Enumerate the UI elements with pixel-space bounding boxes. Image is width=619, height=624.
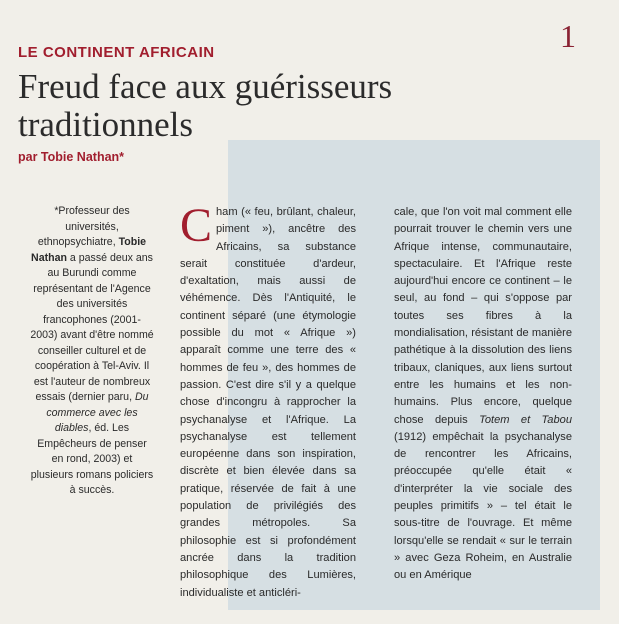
author-bio-sidebar bbox=[30, 204, 154, 499]
column-2-book-title: Totem et Tabou bbox=[479, 413, 572, 426]
bio-author-name: Tobie Nathan bbox=[31, 236, 147, 264]
bio-intro: *Professeur des universités, ethnopsychiatre, bbox=[37, 205, 130, 248]
bio-end: , éd. Les Empêcheurs de penser en rond, 2003) et plusieurs romans policiers à succès. bbox=[30, 422, 154, 496]
article-title: Freud face aux guérisseurs traditionnels bbox=[18, 67, 393, 144]
bio-middle: a passé deux ans au Burundi comme représentant de l'Agence des universités francophones (2001-2003) avant d'être nommé conseiller culturel et de coopération à Tel-Aviv. Il est l'auteur de nombreux essais (dernier paru, bbox=[30, 251, 154, 403]
article-column-2 bbox=[394, 204, 572, 585]
section-kicker: LE CONTINENT AFRICAIN bbox=[18, 44, 215, 61]
article-column-1 bbox=[180, 199, 356, 602]
author-byline: par Tobie Nathan* bbox=[18, 150, 125, 164]
bio-book-title: Du commerce avec les diables bbox=[46, 391, 149, 434]
drop-cap: C bbox=[180, 199, 213, 252]
column-2-text-part1: cale, que l'on voit mal comment elle pourrait trouver le chemin vers une Afrique intense, communautaire, spectaculaire. Et l'Afrique reste aujourd'hui encore ce continent – le seul, au fond – qui s'oppose par toutes ses fibres à la mondialisation, résistant de manière pathétique à la dissolution des liens tribaux, claniques, aux liens surtout entre les humains et les non-humains. Plus encore, quelque chose depuis bbox=[394, 206, 572, 426]
column-2-text-part2: (1912) empêchait la psychanalyse de rencontrer les Africains, préoccupée qu'elle était « d'interpréter la vie sociale des peuples primitifs » – tel était le sous-titre de l'ouvrage. Et même lorsqu'elle se rendait « sur le terrain » avec Geza Roheim, en Australie ou en Amérique bbox=[394, 430, 572, 582]
column-1-text: ham (« feu, brûlant, chaleur, piment »), ancêtre des Africains, sa substance serait constituée d'ardeur, d'exaltation, mais aussi de véhémence. Dès l'Antiquité, le continent séparé (une étymologie possible du mot « Afrique ») apparaît comme une terre des « hommes de feu », des hommes de passion. C'est dire s'il y a quelque chose d'incongru à rapprocher la psychanalyse et l'Afrique. La psychanalyse est tellement européenne dans son inspiration, discrète et bien élevée dans sa pratique, réservée de fait à une population de privilégiés des grandes métropoles. Sa philosophie est si profondément ancrée dans la tradition philosophique des Lumières, individualiste et anticléri- bbox=[180, 206, 356, 599]
page-number: 1 bbox=[560, 18, 576, 54]
